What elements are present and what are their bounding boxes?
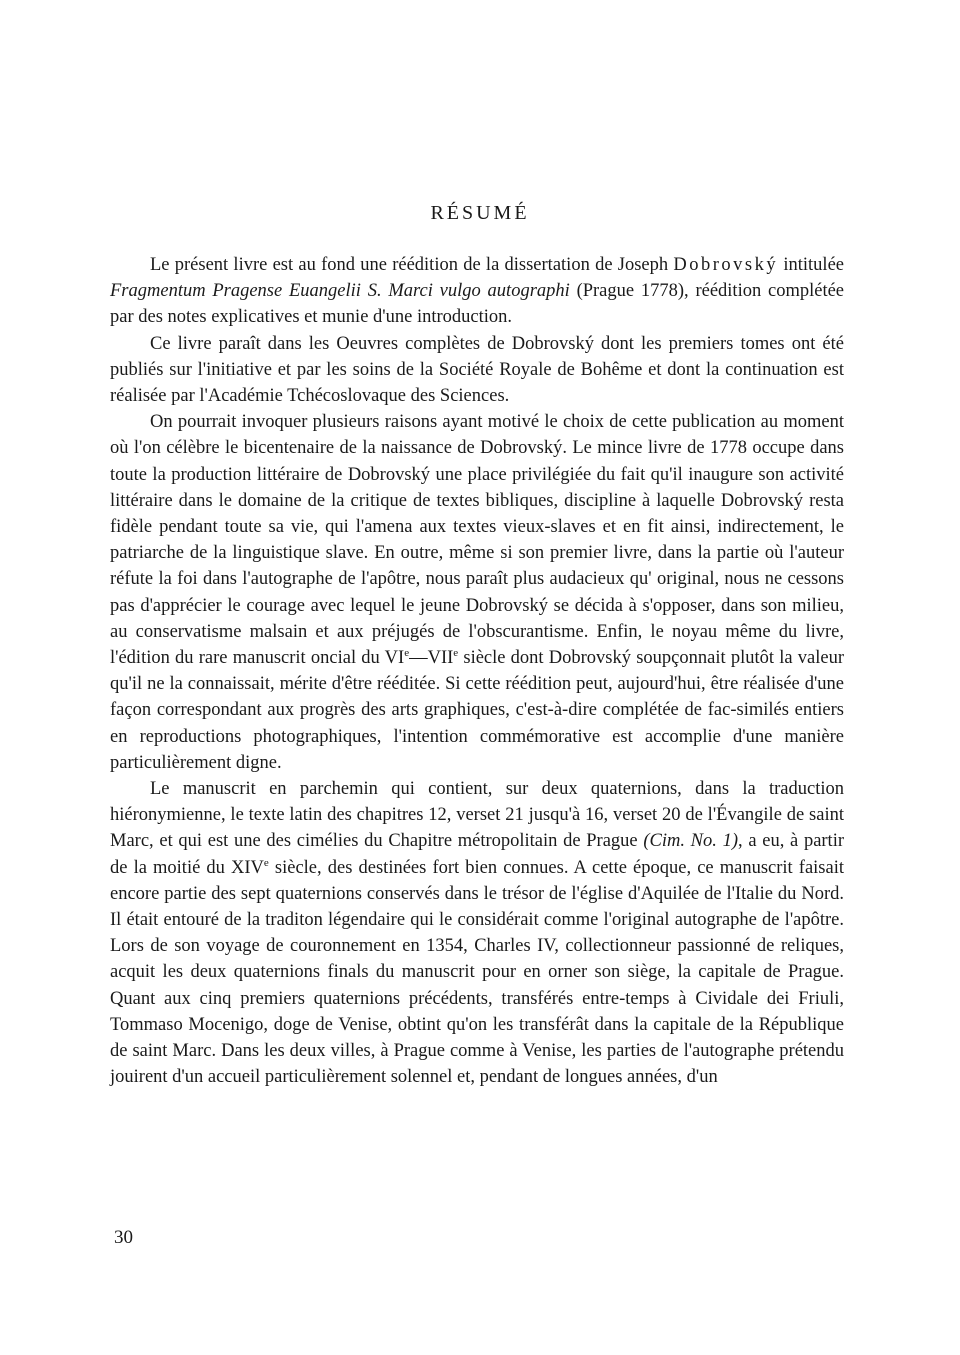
paragraph-1 — [110, 252, 844, 331]
text-run: Ce livre paraît dans les Oeuvres complètes de Dobrovský dont les premiers tomes ont été publiés sur l'initiative et par les soins de la Société Royale de Bohême et dont la continuation est réalisée par l'Académie Tchécoslovaque des Sciences. — [110, 333, 844, 407]
author-name-spaced: Dobrovský — [673, 255, 779, 275]
text-run: —VII — [409, 648, 454, 669]
superscript: e — [453, 646, 459, 659]
paragraph-4 — [110, 776, 844, 1090]
book-title-italic: Fragmentum Pragense Euangelii S. Marci vulgo autographi — [110, 281, 570, 302]
page-number: 30 — [114, 1227, 133, 1248]
text-run: (Prague 1778), réédition complétée par des notes explicatives et munie d'une introduction. — [110, 281, 845, 328]
text-run: siècle, des destinées fort bien connues. A cette époque, ce manuscrit faisait encore partie des sept quaternions conservés dans le trésor de l'église d'Aquilée de l'Italie du Nord. Il était entouré de la traditon légendaire qui le considérait comme l'original autographe de l'apôtre. Lors de son voyage de couronnement en 1354, Charles IV, collectionneur passionné de reliques, acquit les deux quaternions finals du manuscrit pour en orner son siège, la capitale de Prague. Quant aux cinq premiers quaternions précédents, transférés entre-temps à Cividale dei Friuli, Tommaso Mocenigo, doge de Venise, obtint qu'on les transférât dans la capitale de la République de saint Marc. Dans les deux villes, à Prague comme à Venise, les parties de l'autographe prétendu jouirent d'un accueil particulièrement solennel et, pendant de longues années, d'un — [110, 857, 844, 1088]
text-run: intitulée — [778, 255, 844, 275]
text-run: On pourrait invoquer plusieurs raisons ayant motivé le choix de cette publication au moment où l'on célèbre le bicentenaire de la naissance de Dobrovský. Le mince livre de 1778 occupe dans toute la production littéraire de Dobrovský une place privilégiée du fait qu'il inaugure son activité littéraire dans le domaine de la critique de textes bibliques, discipline à laquelle Dobrovský resta fidèle pendant toute sa vie, qui l'amena aux textes vieux-slaves et en fit ainsi, indirectement, le patriarche de la linguistique slave. En outre, même si son premier livre, dans la partie où l'auteur réfute la foi dans l'autographe de l'apôtre, nous paraît plus audacieux qu' original, nous ne cessons pas d'apprécier le courage avec lequel le jeune Dobrovský se décida à s'opposer, dans son milieu, au conservatisme malsain et aux préjugés de l'obscurantisme. Enfin, le noyau même du livre, l'édition du rare manuscrit oncial du VI — [110, 412, 844, 669]
paragraph-2 — [110, 331, 844, 410]
page-title: RÉSUMÉ — [430, 202, 530, 224]
text-run: , a eu, à partir de la moitié du XIV — [110, 831, 845, 878]
text-run: Le manuscrit en parchemin qui contient, sur deux quaternions, dans la traduction hiéronymienne, le texte latin des chapitres 12, verset 21 jusqu'à 16, verset 20 de l'Évangile de saint Marc, et qui est une des cimélies du Chapitre métropolitain de Prague — [110, 779, 844, 852]
text-run: Le présent livre est au fond une réédition de la dissertation de Joseph — [150, 255, 674, 275]
superscript: e — [404, 646, 410, 659]
paragraph-3 — [110, 409, 844, 776]
superscript: e — [263, 856, 269, 869]
resume-body — [110, 252, 844, 1091]
text-run: siècle dont Dobrovský soupçonnait plutôt la valeur qu'il ne la connaissait, mérite d'être rééditée. Si cette réédition peut, aujourd'hui, être réalisée d'une façon correspondant aux progrès des arts graphiques, c'est-à-dire complétée de fac-similés entiers en reproductions photographiques, l'intention commémorative est accomplie d'une manière particulièrement digne. — [110, 648, 844, 773]
citation-italic: (Cim. No. 1) — [643, 831, 738, 852]
